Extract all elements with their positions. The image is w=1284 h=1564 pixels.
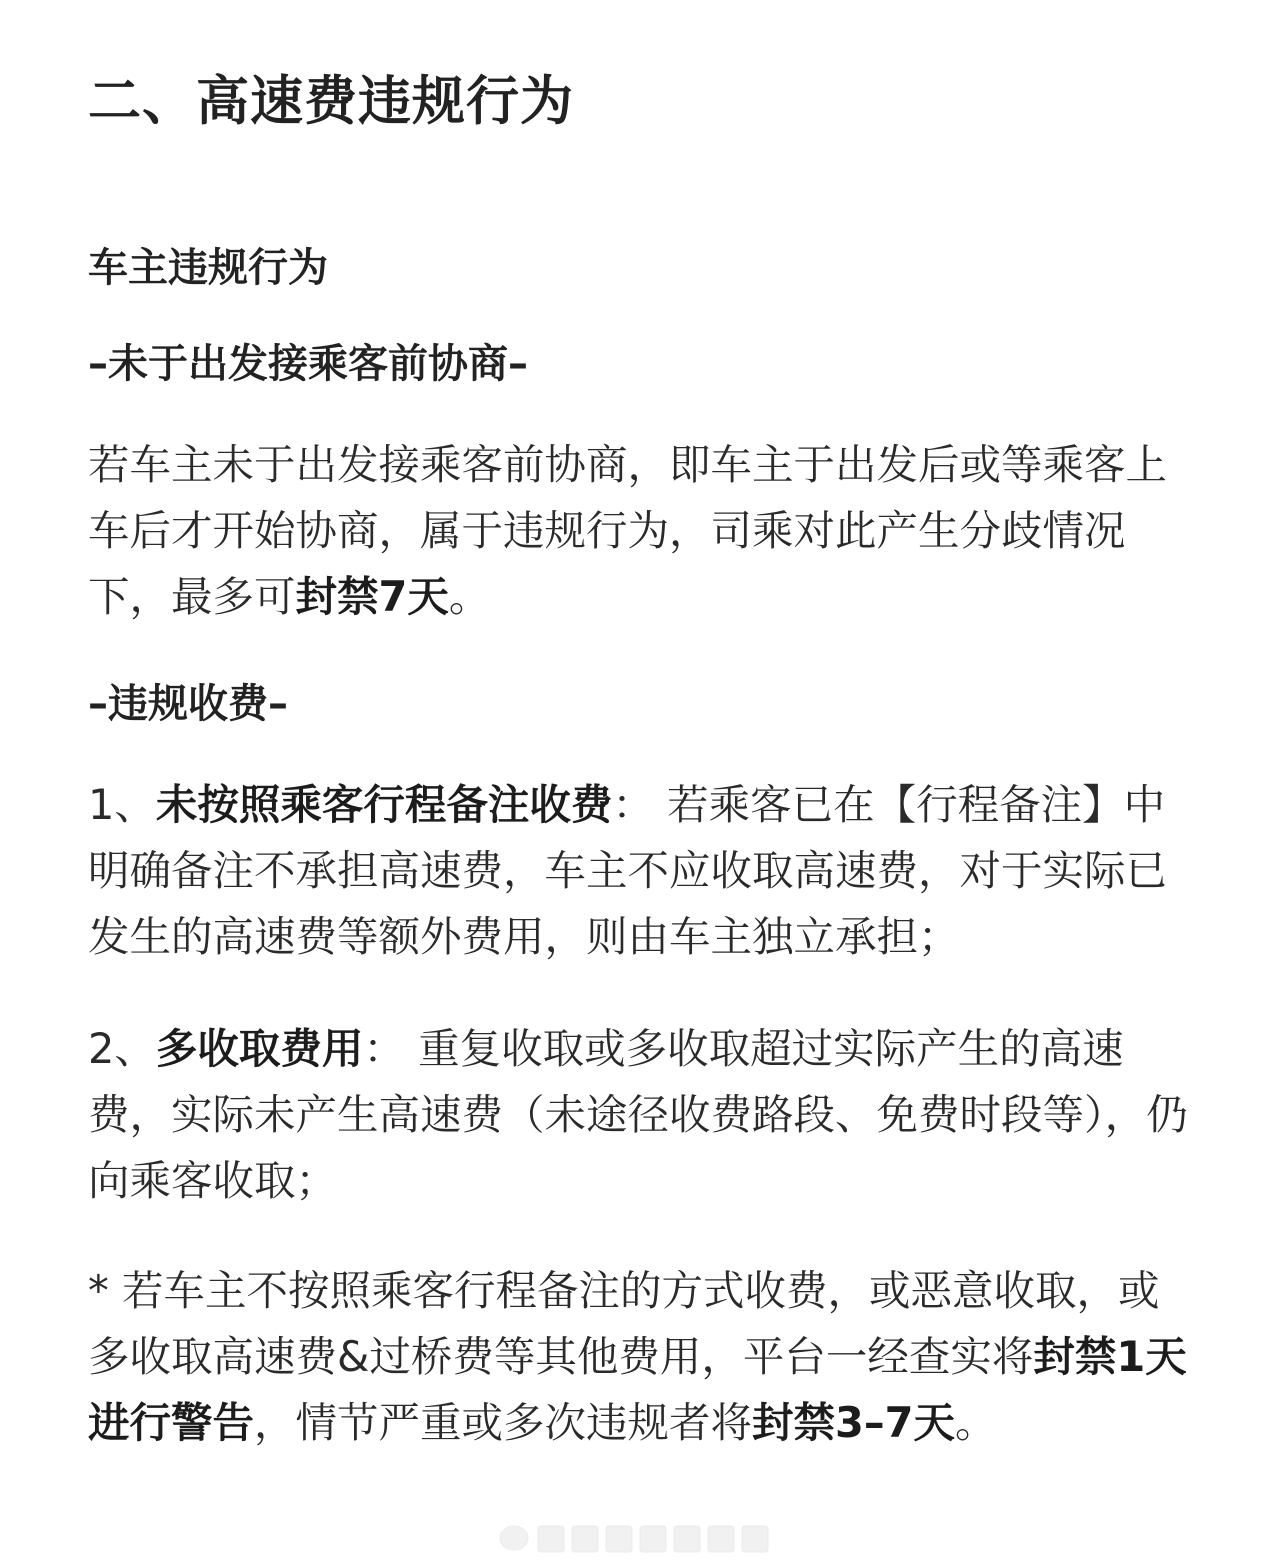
document — [88, 62, 1196, 1456]
rule-item-2-text: ： 重复收取或多收取超过实际产生的高速费，实际未产生高速费（未途径收费路段、免费时段等），仍向乘客收取； — [88, 1024, 1188, 1205]
section-heading: 车主违规行为 — [88, 245, 328, 291]
penalty-note-end: 。 — [955, 1398, 997, 1447]
penalty-note-ban: 封禁3–7天 — [752, 1398, 956, 1447]
negotiation-paragraph — [88, 432, 1196, 630]
rule-item-1-title: 未按照乘客行程备注收费 — [155, 780, 613, 829]
rule-item-2-title: 多收取费用 — [155, 1024, 364, 1073]
negotiation-penalty: 封禁7天 — [295, 572, 449, 621]
penalty-note-warning: 封禁1天进行警告 — [88, 1332, 1187, 1447]
negotiation-text: 若车主未于出发接乘客前协商，即车主于出发后或等乘客上车后才开始协商，属于违规行为，司乘对此产生分歧情况下，最多可 — [88, 440, 1168, 621]
watermark-logo — [496, 1518, 786, 1558]
page-title: 二、高速费违规行为 — [88, 71, 574, 132]
penalty-note-text-2: ，情节严重或多次违规者将 — [254, 1398, 753, 1447]
rule-item-1 — [88, 772, 1196, 970]
penalty-note — [88, 1258, 1196, 1456]
penalty-note-text-1: * 若车主不按照乘客行程备注的方式收费，或恶意收取，或多收取高速费&过桥费等其他费用，平台一经查实将 — [88, 1266, 1160, 1381]
rule-item-1-text: ： 若乘客已在【行程备注】中明确备注不承担高速费，车主不应收取高速费，对于实际已发生的高速费等额外费用，则由车主独立承担； — [88, 780, 1168, 961]
subsection-heading-fees: –违规收费– — [88, 681, 288, 727]
negotiation-end: 。 — [448, 572, 491, 621]
subsection-heading-negotiation: –未于出发接乘客前协商– — [88, 341, 528, 387]
rule-item-2 — [88, 1016, 1196, 1214]
rule-item-1-number: 1、 — [88, 780, 156, 829]
rule-item-2-number: 2、 — [88, 1024, 156, 1073]
